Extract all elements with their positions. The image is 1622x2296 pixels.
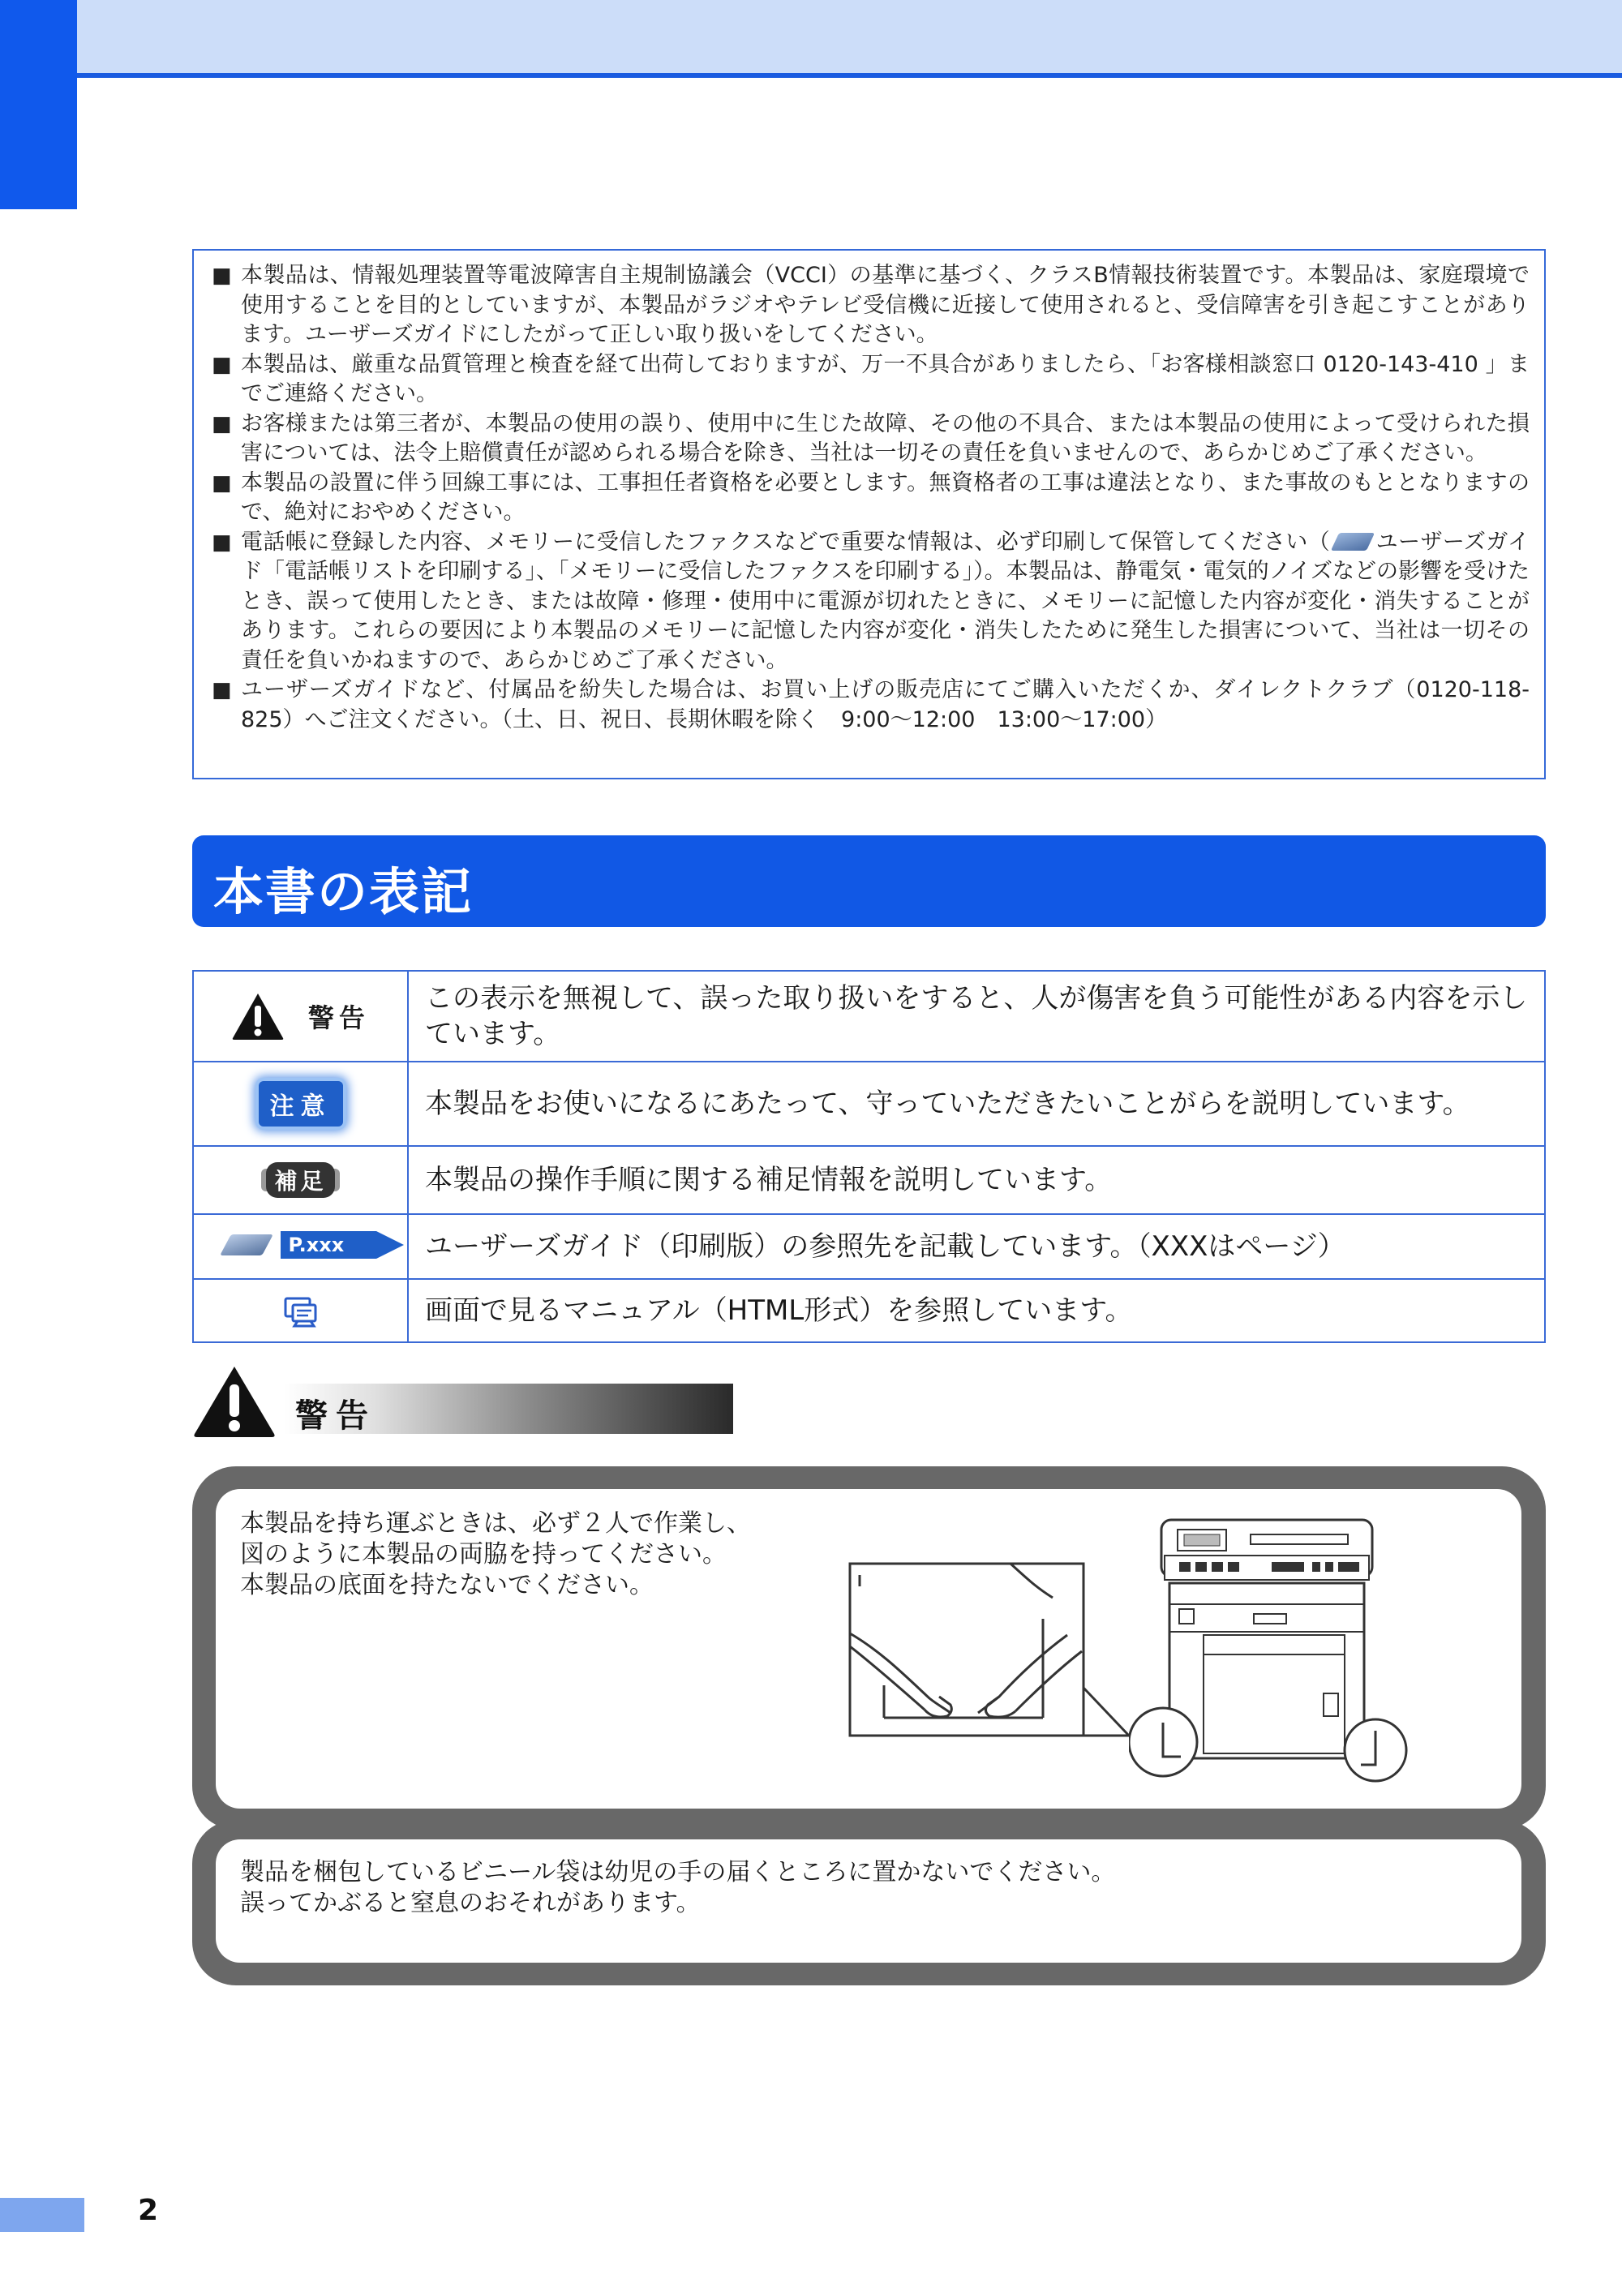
notice-text: 本製品は、厳重な品質管理と検査を経て出荷しておりますが、万一不具合がありましたら、「お客様相談窓口 0120-143-410 」までご連絡ください。 [241, 351, 1530, 406]
warning-heading: 警告 [295, 1397, 376, 1435]
legend-label: 警告 [307, 1002, 370, 1033]
notice-item [212, 261, 1530, 350]
legend-text: この表示を無視して、誤った取り扱いをすると、人が傷害を負う可能性がある内容を示しています。 [408, 971, 1545, 1062]
notice-text: 本製品は、情報処理装置等電波障害自主規制協議会（VCCI）の基準に基づく、クラスB情報技術装置です。本製品は、家庭環境で使用することを目的としていますが、本製品がラジオやテレビ受信機に近接して使用されると、受信障害を引き起こすことがあります。ユーザーズガイドにしたがって正しい取り扱いをしてください。 [241, 263, 1530, 347]
bullet-square: ■ [212, 264, 232, 288]
legend-row [193, 1062, 1545, 1146]
legend-icon-cell [193, 1146, 408, 1214]
legend-row [193, 1146, 1545, 1214]
caution-badge-icon: 注意 [259, 1081, 343, 1127]
notice-text: お客様または第三者が、本製品の使用の誤り、使用中に生じた故障、その他の不具合、または本製品の使用によって受けられた損害については、法令上賠償責任が認められる場合を除き、当社は一切その責任を負いませんので、あらかじめご了承ください。 [241, 410, 1530, 466]
section-title: 本書の表記 [213, 862, 474, 921]
warning-line: 本製品を持ち運ぶときは、必ず２人で作業し、 [240, 1509, 751, 1538]
warning-line: 製品を梱包しているビニール袋は幼児の手の届くところに置かないでください。 [240, 1858, 1116, 1886]
notice-item [212, 676, 1530, 735]
bullet-square: ■ [212, 678, 232, 702]
warning-line: 本製品の底面を持たないでください。 [240, 1571, 654, 1599]
header-rule [0, 73, 1622, 78]
page-reference-label: P.xxx [281, 1231, 376, 1259]
warning-heading-bar [284, 1384, 733, 1434]
page-tab [0, 2198, 84, 2232]
warning-triangle-icon [231, 992, 285, 1041]
legend-text: 本製品の操作手順に関する補足情報を説明しています。 [408, 1146, 1545, 1214]
notice-box [192, 249, 1546, 779]
legend-icon-cell [193, 1279, 408, 1342]
legend-text: 画面で見るマニュアル（HTML形式）を参照しています。 [408, 1279, 1545, 1342]
warning-text [240, 1857, 1115, 1919]
notice-text-part: 電話帳に登録した内容、メモリーに受信したファクスなどで重要な情報は、必ず印刷して保管してください（ [241, 529, 1331, 555]
bullet-square: ■ [212, 411, 232, 436]
warning-line: 誤ってかぶると窒息のおそれがあります。 [240, 1889, 701, 1917]
bullet-square: ■ [212, 530, 232, 555]
notice-item [212, 350, 1530, 410]
warning-text [240, 1508, 751, 1601]
page-reference-icon [225, 1231, 376, 1259]
legend-text: 本製品をお使いになるにあたって、守っていただきたいことがらを説明しています。 [408, 1062, 1545, 1146]
book-icon [220, 1234, 273, 1255]
legend-icon-cell [193, 1214, 408, 1279]
corner-tab [0, 0, 77, 209]
notice-text: 本製品の設置に伴う回線工事には、工事担任者資格を必要とします。無資格者の工事は違法となり、また事故のもととなりますので、絶対におやめください。 [241, 470, 1530, 525]
notice-text [241, 528, 1530, 676]
notice-item [212, 410, 1530, 469]
warning-line: 図のように本製品の両脇を持ってください。 [240, 1540, 727, 1569]
book-icon [1331, 533, 1375, 551]
legend-icon-cell [193, 971, 408, 1062]
warning-triangle-icon [192, 1364, 277, 1439]
supplement-badge-icon: 補足 [266, 1162, 334, 1198]
legend-row [193, 1279, 1545, 1342]
legend-text: ユーザーズガイド（印刷版）の参照先を記載しています。（XXXはページ） [408, 1214, 1545, 1279]
notice-text: ユーザーズガイドなど、付属品を紛失した場合は、お買い上げの販売店にてご購入いただくか、ダイレクトクラブ（0120-118-825）へご注文ください。（土、日、祝日、長期休暇を除く 9:00～12:00 13:00～17:00） [241, 677, 1530, 732]
screen-manual-icon [283, 1295, 319, 1328]
legend-row [193, 1214, 1545, 1279]
header-band [0, 0, 1622, 75]
section-heading [192, 835, 1546, 927]
legend-icon-cell [193, 1062, 408, 1146]
bullet-square: ■ [212, 470, 232, 496]
notice-item [212, 528, 1530, 676]
printer-illustration [1129, 1513, 1413, 1789]
carry-hands-illustration [848, 1562, 1132, 1739]
page-number: 2 [138, 2194, 159, 2227]
notice-text-part: ユーザーズガイド「電話帳リストを印刷する」、「メモリーに受信したファクスを印刷する」）。本製品は、静電気・電気的ノイズなどの影響を受けたとき、誤って使用したとき、または故障・修理・使用中に電源が切れたときに、メモリーに記憶した内容が変化・消失することがあります。これらの要因により本製品のメモリーに記憶した内容が変化・消失したために発生した損害について、当社は一切その責任を負いかねますので、あらかじめご了承ください。 [241, 529, 1530, 673]
legend-row [193, 971, 1545, 1062]
bullet-square: ■ [212, 352, 232, 377]
legend-table [192, 970, 1546, 1343]
notice-item [212, 469, 1530, 528]
